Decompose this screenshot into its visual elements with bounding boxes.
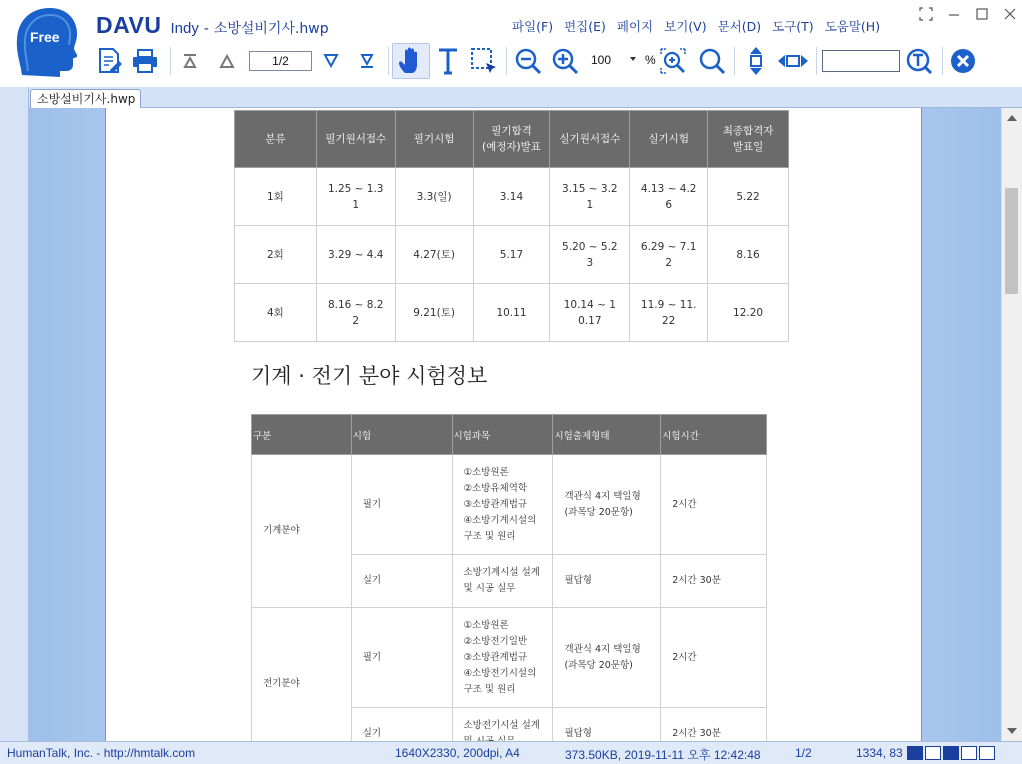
table-cell: 3.3(일) [395, 168, 473, 226]
edit-icon [97, 47, 123, 75]
close-document-button[interactable] [948, 43, 978, 79]
table-header-cell: 최종합격자 발표일 [708, 111, 789, 168]
last-page-button[interactable] [353, 43, 381, 79]
zoom-out-button[interactable] [512, 43, 544, 79]
subject-item: ②소방전기일반 [463, 635, 528, 647]
app-header [0, 0, 1022, 87]
field-cell: 기계분야 [252, 455, 352, 608]
menu-view[interactable]: 보기(V) [664, 19, 707, 34]
window-controls [916, 4, 1020, 24]
section-title: 기계 · 전기 분야 시험정보 [251, 364, 488, 388]
format-cell: 객관식 4지 택일형 (과목당 20문항) [553, 608, 661, 708]
thumbnail-view-icon[interactable] [943, 746, 959, 760]
fit-height-button[interactable] [741, 43, 771, 79]
toolbar-separator [942, 47, 943, 75]
subjects-cell [452, 608, 553, 708]
close-icon [1003, 7, 1017, 21]
time-cell: 2시간 30분 [661, 555, 767, 608]
document-area [29, 87, 1022, 741]
table-cell: 1회 [235, 168, 317, 226]
menu-tools[interactable]: 도구(T) [772, 19, 814, 34]
minimize-button[interactable] [944, 4, 964, 24]
prev-page-icon [219, 53, 235, 69]
exam-type-cell: 필기 [351, 455, 452, 555]
subjects-cell [452, 555, 553, 608]
toolbar-separator [170, 47, 171, 75]
subject-item: ②소방유체역학 [463, 482, 528, 494]
zoom-level-input[interactable]: 100 [587, 51, 643, 71]
toolbar-separator [388, 47, 389, 75]
table-cell: 10.11 [473, 284, 550, 342]
company-info[interactable]: HumanTalk, Inc. - http://hmtalk.com [7, 746, 196, 760]
grid-view-icon[interactable] [961, 746, 977, 760]
zoom-in-button[interactable] [549, 43, 581, 79]
table-cell: 2회 [235, 226, 317, 284]
document-page[interactable] [105, 108, 922, 741]
table-header-cell: 구분 [252, 415, 352, 455]
time-cell: 2시간 [661, 608, 767, 708]
edition-name: Indy [170, 20, 199, 37]
fit-height-icon [745, 46, 767, 76]
table-header-cell: 시험 [351, 415, 452, 455]
table-cell: 8.16 [708, 226, 789, 284]
view-mode-buttons [907, 746, 995, 760]
menu-help[interactable]: 도움말(H) [824, 19, 881, 34]
window-title [96, 12, 329, 40]
table-header-cell: 시험시간 [661, 415, 767, 455]
table-header-cell: 시험출제형태 [553, 415, 661, 455]
table-cell: 4.13 ~ 4.2 6 [630, 168, 708, 226]
table-header-row [235, 111, 789, 168]
table-header-cell: 시험과목 [452, 415, 553, 455]
cursor-coords: 1334, 83 [856, 746, 903, 760]
subject-item: 구조 및 원리 [463, 683, 516, 695]
zoom-area-icon [659, 47, 687, 75]
text-search-button[interactable] [904, 43, 934, 79]
page-status: 1/2 [795, 746, 812, 760]
prev-page-button[interactable] [213, 43, 241, 79]
table-row [235, 168, 789, 226]
scroll-thumb[interactable] [1005, 188, 1018, 294]
single-page-view-icon[interactable] [925, 746, 941, 760]
subject-item: ③소방관계법규 [463, 498, 528, 510]
table-cell: 1.25 ~ 1.3 1 [316, 168, 395, 226]
area-select-button[interactable] [468, 43, 500, 79]
zoom-out-icon [514, 47, 542, 75]
format-cell: 필답형 [553, 555, 661, 608]
hand-tool-button[interactable] [394, 43, 428, 79]
text-select-button[interactable] [433, 43, 463, 79]
scroll-down-icon[interactable] [1007, 728, 1017, 734]
table-header-row [252, 415, 767, 455]
toolbar [92, 43, 1012, 81]
menu-page[interactable]: 페이지 [616, 19, 654, 34]
table-cell: 3.29 ~ 4.4 [316, 226, 395, 284]
fit-width-icon [777, 50, 809, 72]
format-cell: 필답형 [553, 708, 661, 761]
subject-item: 소방전기시설 설계 [463, 720, 540, 731]
subject-item: ④소방전기시설의 [463, 667, 537, 679]
vertical-scrollbar[interactable] [1001, 108, 1022, 741]
fit-width-button[interactable] [776, 43, 810, 79]
table-cell: 3.15 ~ 3.2 1 [550, 168, 630, 226]
close-doc-icon [950, 48, 976, 74]
table-row [252, 455, 767, 555]
edit-button[interactable] [94, 43, 126, 79]
table-header-cell: 실기원서접수 [550, 111, 630, 168]
toolbar-separator [734, 47, 735, 75]
table-cell: 8.16 ~ 8.2 2 [316, 284, 395, 342]
title-separator: - [203, 20, 209, 37]
image-info: 1640X2330, 200dpi, A4 [395, 746, 520, 760]
exam-schedule-table [234, 110, 789, 342]
table-header-cell: 필기원서접수 [316, 111, 395, 168]
table-header-cell: 분류 [235, 111, 317, 168]
magnifier-icon [698, 47, 726, 75]
table-cell: 4.27(토) [395, 226, 473, 284]
subject-item: 및 시공 실무 [463, 583, 516, 594]
text-search-input[interactable] [822, 50, 900, 72]
menu-document[interactable]: 문서(D) [717, 19, 762, 34]
format-cell: 객관식 4지 택일형 (과목당 20문항) [553, 455, 661, 555]
table-cell: 6.29 ~ 7.1 2 [630, 226, 708, 284]
close-window-button[interactable] [1000, 4, 1020, 24]
menu-bar [512, 17, 880, 37]
zoom-percent-label: % [645, 53, 656, 67]
maximize-button[interactable] [972, 4, 992, 24]
minimize-icon [947, 7, 961, 21]
exam-type-cell: 필기 [351, 608, 452, 708]
subject-item: ④소방기계시설의 [463, 514, 537, 526]
fullscreen-button[interactable] [916, 4, 936, 24]
time-cell: 2시간 30분 [661, 708, 767, 761]
logo-text: Free [30, 29, 60, 45]
table-cell: 5.17 [473, 226, 550, 284]
table-row [235, 226, 789, 284]
first-page-icon [182, 53, 198, 69]
table-cell: 5.22 [708, 168, 789, 226]
print-icon [131, 48, 159, 74]
exam-info-table [251, 414, 767, 761]
field-cell: 전기분야 [252, 608, 352, 761]
multi-page-view-icon[interactable] [979, 746, 995, 760]
menu-file[interactable]: 파일(F) [512, 19, 554, 34]
page-number-input[interactable]: 1/2 [249, 51, 312, 71]
toolbar-separator [816, 47, 817, 75]
table-cell: 5.20 ~ 5.2 3 [550, 226, 630, 284]
fullscreen-icon [919, 7, 933, 21]
zoom-in-icon [551, 47, 579, 75]
table-header-cell: 필기합격 (예정자)발표 [473, 111, 550, 168]
table-cell: 12.20 [708, 284, 789, 342]
next-page-icon [323, 53, 339, 69]
document-tab[interactable]: 소방설비기사.hwp [30, 89, 141, 108]
table-row [252, 608, 767, 708]
document-tab-bar [29, 87, 1022, 108]
table-cell: 9.21(토) [395, 284, 473, 342]
table-header-cell: 필기시험 [395, 111, 473, 168]
subject-item: ①소방원론 [463, 619, 509, 631]
subject-item: ③소방관계법규 [463, 651, 528, 663]
table-cell: 11.9 ~ 11. 22 [630, 284, 708, 342]
toolbar-separator [506, 47, 507, 75]
play-icon[interactable] [907, 746, 923, 760]
status-bar [0, 741, 1022, 764]
subjects-cell [452, 455, 553, 555]
exam-type-cell: 실기 [351, 708, 452, 761]
next-page-button[interactable] [317, 43, 345, 79]
scroll-up-icon[interactable] [1007, 115, 1017, 121]
maximize-icon [975, 7, 989, 21]
menu-edit[interactable]: 편집(E) [564, 19, 606, 34]
file-info: 373.50KB, 2019-11-11 오후 12:42:48 [565, 748, 761, 762]
text-select-icon [437, 47, 459, 75]
table-row [235, 284, 789, 342]
table-header-cell: 실기시험 [630, 111, 708, 168]
side-panel-tabs [0, 87, 29, 741]
zoom-dropdown-icon[interactable] [630, 57, 636, 61]
hand-tool-icon [398, 46, 424, 76]
last-page-icon [359, 53, 375, 69]
document-name: 소방설비기사.hwp [213, 21, 329, 37]
magnifier-button[interactable] [696, 43, 728, 79]
table-cell: 3.14 [473, 168, 550, 226]
text-search-icon [905, 47, 933, 75]
time-cell: 2시간 [661, 455, 767, 555]
subject-item: ①소방원론 [463, 466, 509, 478]
first-page-button[interactable] [176, 43, 204, 79]
area-select-icon [470, 47, 498, 75]
exam-type-cell: 실기 [351, 555, 452, 608]
zoom-area-button[interactable] [658, 43, 688, 79]
subject-item: 소방기계시설 설계 [463, 567, 540, 578]
table-cell: 4회 [235, 284, 317, 342]
brand-name: DAVU [96, 12, 162, 38]
table-cell: 10.14 ~ 1 0.17 [550, 284, 630, 342]
print-button[interactable] [128, 43, 162, 79]
subject-item: 구조 및 원리 [463, 530, 516, 542]
